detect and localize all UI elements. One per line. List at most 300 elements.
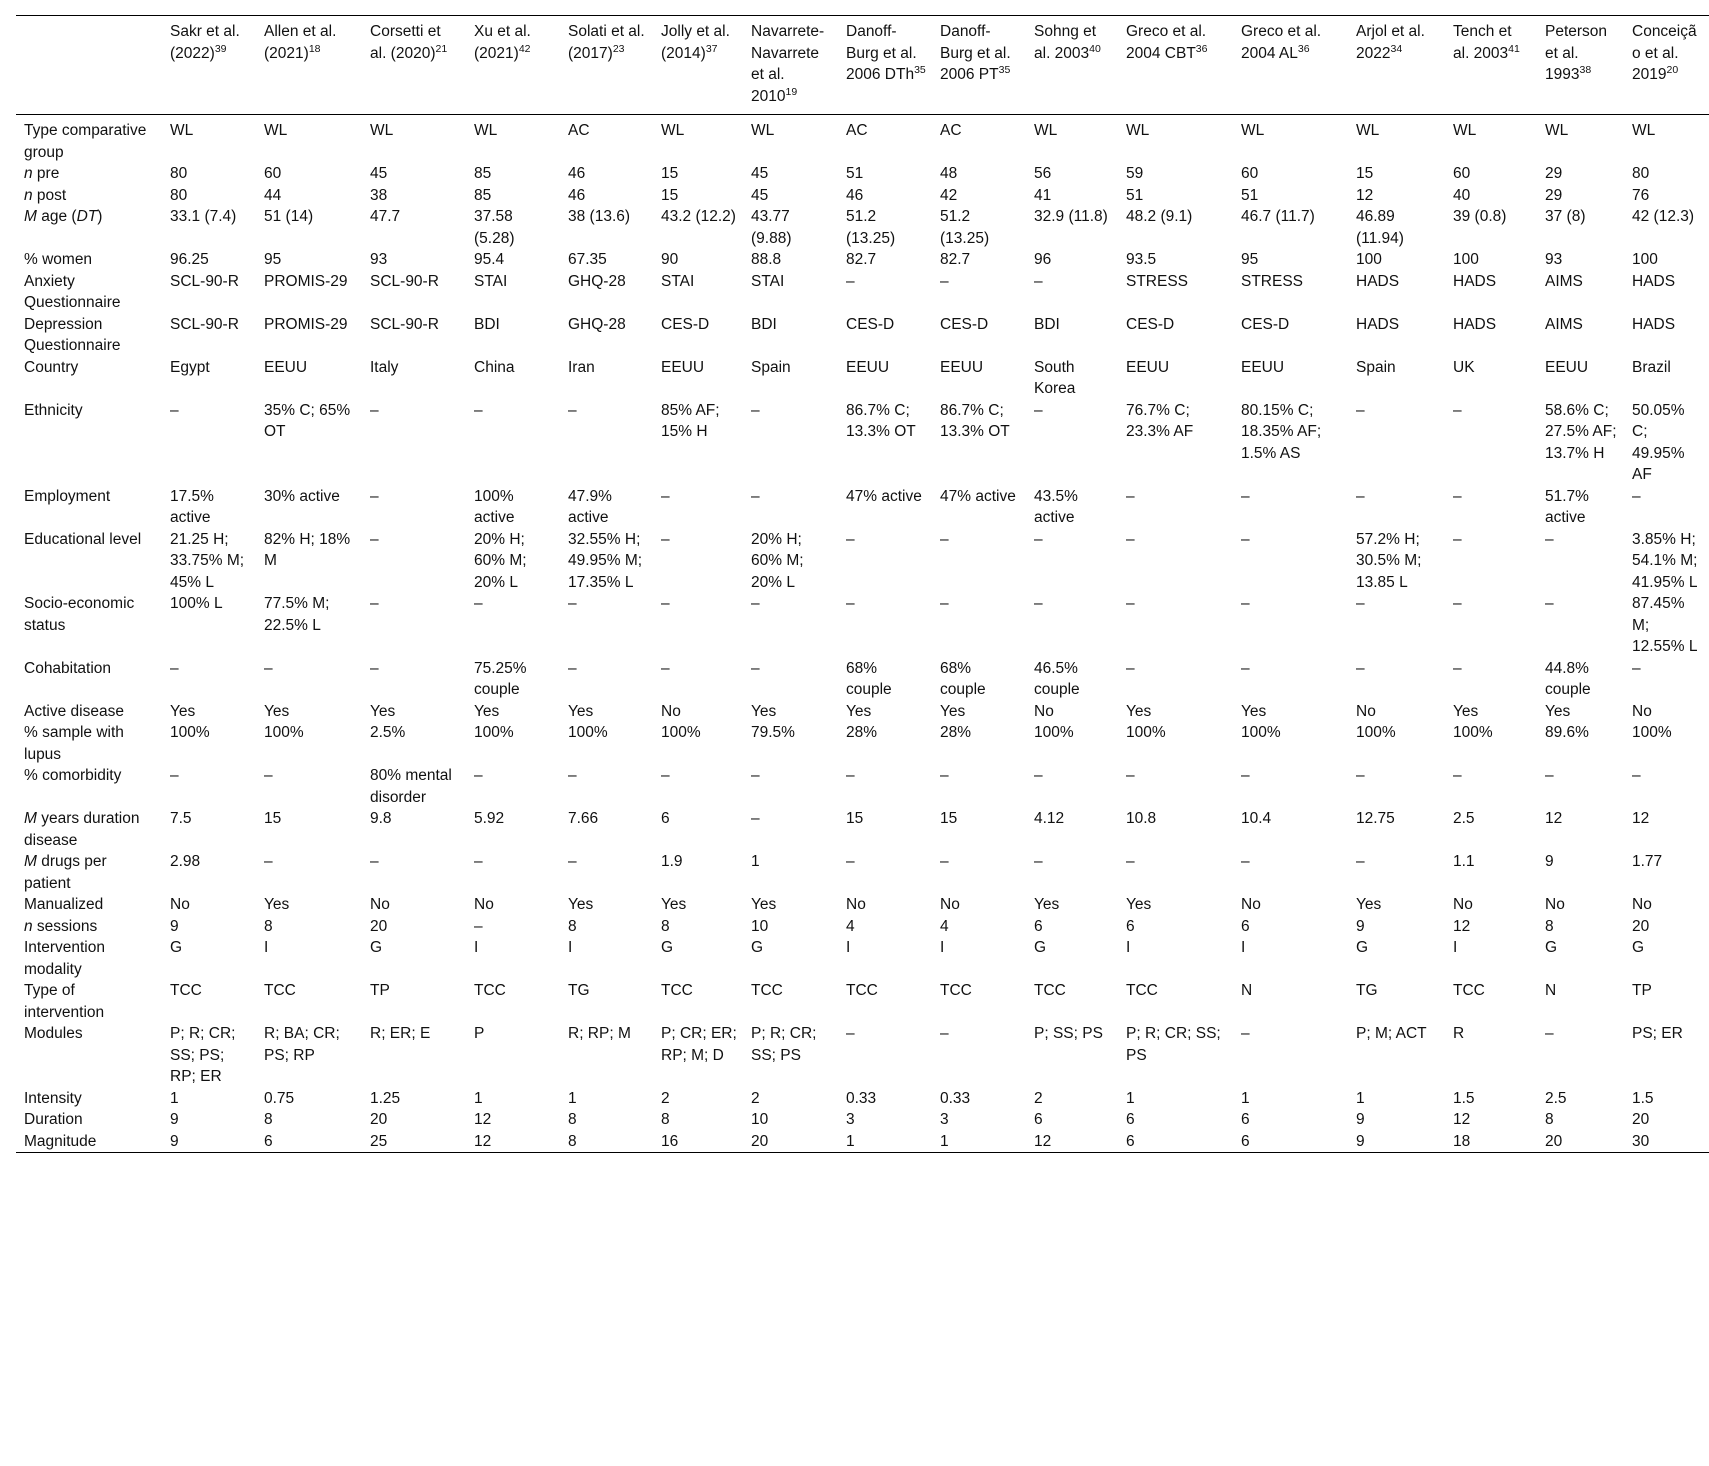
table-cell: WL bbox=[1241, 122, 1265, 139]
table-cell: – bbox=[1126, 487, 1135, 505]
table-cell: – bbox=[568, 853, 577, 870]
table-cell: 32.9 (11.8) bbox=[1034, 208, 1108, 225]
table-cell: – bbox=[661, 595, 670, 612]
row-label-text: age (DT) bbox=[36, 208, 103, 225]
table-cell: HADS bbox=[1632, 272, 1676, 290]
table-cell: No bbox=[1356, 702, 1376, 720]
study-reference: 21 bbox=[435, 42, 448, 55]
table-cell: 80% mental disorder bbox=[370, 767, 452, 806]
row-label bbox=[16, 529, 162, 594]
table-cell: WL bbox=[1126, 122, 1150, 139]
table-cell: AIMS bbox=[1545, 272, 1583, 290]
row-label-italic: M bbox=[24, 853, 37, 870]
table-cell: 50.05% C; 49.95% AF bbox=[1632, 401, 1685, 483]
table-cell: 12 bbox=[474, 1132, 492, 1150]
table-cell: 95 bbox=[264, 251, 282, 268]
table-cell: I bbox=[940, 939, 945, 956]
table-cell: 51 bbox=[846, 165, 864, 182]
table-cell: 77.5% M; 22.5% L bbox=[264, 595, 330, 634]
table-cell: – bbox=[170, 767, 179, 784]
row-label-italic: n bbox=[24, 165, 33, 182]
row-label bbox=[16, 937, 162, 980]
row-label-text: % sample with lupus bbox=[24, 724, 124, 763]
table-row bbox=[16, 916, 1709, 938]
table-cell: Brazil bbox=[1632, 358, 1671, 376]
table-cell: 47.9% active bbox=[568, 487, 612, 526]
table-cell: STAI bbox=[751, 272, 785, 290]
table-cell: 35% C; 65% OT bbox=[264, 401, 351, 440]
table-cell: – bbox=[1356, 595, 1365, 612]
table-cell: P; CR; ER; RP; M; D bbox=[661, 1025, 737, 1064]
table-cell: 2.5 bbox=[1453, 810, 1475, 827]
row-label-text: Active disease bbox=[24, 702, 124, 720]
table-cell: 51.2 (13.25) bbox=[846, 208, 896, 247]
table-cell: 82% H; 18% M bbox=[264, 530, 351, 569]
study-author: Peterson et al. 1993 bbox=[1545, 23, 1608, 83]
table-cell: – bbox=[370, 659, 379, 677]
row-label-text: sessions bbox=[32, 917, 98, 935]
header-corner bbox=[16, 16, 162, 115]
table-cell: EEUU bbox=[1545, 358, 1589, 376]
table-cell: 1 bbox=[474, 1089, 483, 1107]
row-label bbox=[16, 593, 162, 658]
table-cell: 12 bbox=[474, 1111, 492, 1128]
row-label-text: Modules bbox=[24, 1025, 83, 1042]
table-cell: 100% bbox=[1356, 724, 1396, 741]
table-cell: – bbox=[568, 767, 577, 784]
study-author: Danoff-Burg et al. 2006 PT bbox=[940, 23, 1011, 83]
characteristics-table-wrapper bbox=[16, 15, 1709, 1153]
table-cell: I bbox=[474, 939, 479, 956]
table-cell: No bbox=[1632, 702, 1652, 720]
table-cell: CES-D bbox=[940, 315, 989, 333]
study-author: Conceição et al. 2019 bbox=[1632, 23, 1697, 83]
table-cell: GHQ-28 bbox=[568, 272, 626, 290]
table-cell: Yes bbox=[1453, 702, 1479, 720]
table-cell: WL bbox=[370, 122, 394, 139]
table-cell: 43.5% active bbox=[1034, 487, 1078, 526]
row-label-text: Duration bbox=[24, 1111, 83, 1128]
row-label-text: Magnitude bbox=[24, 1132, 97, 1150]
table-cell: South Korea bbox=[1034, 358, 1076, 397]
table-cell: Yes bbox=[751, 896, 777, 913]
row-label bbox=[16, 1088, 162, 1110]
table-cell: 9 bbox=[1545, 853, 1554, 870]
table-cell: EEUU bbox=[661, 358, 705, 376]
table-cell: – bbox=[940, 1025, 949, 1042]
table-cell: 15 bbox=[661, 186, 679, 204]
table-cell: 28% bbox=[940, 724, 972, 741]
row-label bbox=[16, 185, 162, 207]
table-cell: – bbox=[370, 595, 379, 612]
table-row bbox=[16, 937, 1709, 980]
table-cell: – bbox=[370, 401, 379, 419]
table-cell: I bbox=[568, 939, 573, 956]
table-cell: G bbox=[170, 939, 183, 956]
table-cell: 2.5% bbox=[370, 724, 406, 741]
column-header bbox=[466, 16, 560, 115]
table-cell: – bbox=[1632, 659, 1641, 677]
row-label bbox=[16, 658, 162, 701]
table-cell: WL bbox=[1356, 122, 1380, 139]
column-header bbox=[1348, 16, 1445, 115]
table-cell: TCC bbox=[1034, 982, 1066, 999]
table-cell: 29 bbox=[1545, 165, 1563, 182]
table-cell: 30% active bbox=[264, 487, 340, 505]
study-reference: 40 bbox=[1089, 42, 1101, 55]
table-cell: 8 bbox=[1545, 917, 1554, 935]
table-cell: 68% couple bbox=[940, 659, 986, 698]
table-cell: TG bbox=[568, 982, 590, 999]
table-cell: 85% AF; 15% H bbox=[661, 401, 720, 440]
study-reference: 39 bbox=[214, 42, 227, 55]
table-cell: 95 bbox=[1241, 251, 1259, 268]
column-header bbox=[1233, 16, 1348, 115]
table-cell: G bbox=[370, 939, 383, 956]
table-row bbox=[16, 701, 1709, 723]
table-row bbox=[16, 658, 1709, 701]
table-cell: WL bbox=[1453, 122, 1477, 139]
table-cell: – bbox=[1241, 1025, 1250, 1042]
table-cell: – bbox=[751, 595, 760, 612]
table-cell: No bbox=[1034, 702, 1054, 720]
table-row bbox=[16, 529, 1709, 594]
table-cell: PS; ER bbox=[1632, 1025, 1683, 1042]
table-cell: 1.9 bbox=[661, 853, 683, 870]
table-cell: – bbox=[1126, 595, 1135, 612]
row-label-italic: M bbox=[24, 208, 37, 225]
table-cell: 80 bbox=[170, 165, 188, 182]
study-reference: 37 bbox=[705, 42, 718, 55]
table-row bbox=[16, 894, 1709, 916]
table-cell: AC bbox=[940, 122, 962, 139]
table-cell: Spain bbox=[751, 358, 791, 376]
table-cell: WL bbox=[264, 122, 288, 139]
row-label bbox=[16, 486, 162, 529]
row-label-text: Country bbox=[24, 358, 79, 376]
table-cell: 18 bbox=[1453, 1132, 1471, 1150]
table-cell: 47.7 bbox=[370, 208, 401, 225]
table-cell: BDI bbox=[751, 315, 777, 333]
table-cell: 60 bbox=[1241, 165, 1259, 182]
table-cell: – bbox=[1034, 595, 1043, 612]
table-cell: 68% couple bbox=[846, 659, 892, 698]
table-cell: 15 bbox=[661, 165, 679, 182]
table-cell: 10.4 bbox=[1241, 810, 1272, 827]
table-cell: – bbox=[264, 767, 273, 784]
study-reference: 34 bbox=[1390, 42, 1403, 55]
table-cell: 44 bbox=[264, 186, 282, 204]
table-cell: 21.25 H; 33.75% M; 45% L bbox=[170, 530, 245, 591]
table-cell: P; R; CR; SS; PS bbox=[1126, 1025, 1221, 1064]
table-cell: 100% bbox=[1632, 724, 1672, 741]
table-cell: PROMIS-29 bbox=[264, 315, 348, 333]
table-cell: 9 bbox=[170, 917, 179, 935]
table-cell: 3 bbox=[846, 1111, 855, 1128]
table-cell: 12.75 bbox=[1356, 810, 1395, 827]
row-label bbox=[16, 1109, 162, 1131]
row-label-text: post bbox=[32, 186, 67, 204]
table-cell: 100% bbox=[661, 724, 701, 741]
table-cell: – bbox=[1126, 767, 1135, 784]
table-cell: – bbox=[1356, 767, 1365, 784]
table-cell: 67.35 bbox=[568, 251, 607, 268]
table-cell: 10.8 bbox=[1126, 810, 1157, 827]
table-cell: – bbox=[661, 530, 670, 548]
table-cell: – bbox=[1241, 595, 1250, 612]
table-cell: 100 bbox=[1632, 251, 1658, 268]
row-label-text: years duration disease bbox=[24, 810, 140, 849]
table-cell: – bbox=[751, 767, 760, 784]
table-cell: BDI bbox=[1034, 315, 1060, 333]
table-cell: Yes bbox=[1126, 896, 1152, 913]
table-cell: R bbox=[1453, 1025, 1465, 1042]
table-cell: TCC bbox=[1453, 982, 1485, 999]
table-cell: CES-D bbox=[846, 315, 895, 333]
row-label-text: Type of intervention bbox=[24, 982, 105, 1021]
table-cell: TG bbox=[1356, 982, 1378, 999]
table-cell: Yes bbox=[940, 702, 966, 720]
table-cell: 32.55% H; 49.95% M; 17.35% L bbox=[568, 530, 643, 591]
table-cell: 1.5 bbox=[1632, 1089, 1654, 1107]
table-cell: 12 bbox=[1545, 810, 1563, 827]
column-header bbox=[1537, 16, 1624, 115]
table-cell: – bbox=[1356, 401, 1365, 419]
table-cell: Yes bbox=[846, 702, 872, 720]
table-cell: G bbox=[1545, 939, 1558, 956]
table-cell: Yes bbox=[264, 896, 290, 913]
table-cell: 33.1 (7.4) bbox=[170, 208, 237, 225]
table-cell: 8 bbox=[661, 1111, 670, 1128]
table-cell: 45 bbox=[370, 165, 388, 182]
table-cell: Yes bbox=[264, 702, 290, 720]
row-label-text: Intensity bbox=[24, 1089, 82, 1107]
table-cell: – bbox=[1126, 530, 1135, 548]
table-cell: – bbox=[1241, 530, 1250, 548]
table-cell: EEUU bbox=[264, 358, 308, 376]
table-cell: 15 bbox=[940, 810, 958, 827]
study-reference: 35 bbox=[998, 63, 1011, 76]
table-cell: 100 bbox=[1356, 251, 1382, 268]
table-header-row bbox=[16, 16, 1709, 115]
table-cell: No bbox=[1453, 896, 1473, 913]
table-cell: UK bbox=[1453, 358, 1475, 376]
column-header bbox=[1624, 16, 1709, 115]
table-cell: 0.33 bbox=[940, 1089, 971, 1107]
table-cell: 9 bbox=[1356, 1132, 1365, 1150]
table-row bbox=[16, 851, 1709, 894]
table-cell: 88.8 bbox=[751, 251, 782, 268]
table-cell: 93 bbox=[370, 251, 388, 268]
table-cell: TCC bbox=[661, 982, 693, 999]
table-cell: – bbox=[474, 767, 483, 784]
row-label-text: pre bbox=[32, 165, 60, 182]
table-cell: No bbox=[1545, 896, 1565, 913]
table-cell: Spain bbox=[1356, 358, 1396, 376]
column-header bbox=[162, 16, 256, 115]
row-label-italic: M bbox=[24, 810, 37, 827]
table-cell: 47% active bbox=[846, 487, 922, 505]
row-label-text: Cohabitation bbox=[24, 659, 112, 677]
table-cell: 3 bbox=[940, 1111, 949, 1128]
table-cell: Yes bbox=[170, 702, 196, 720]
table-cell: P; M; ACT bbox=[1356, 1025, 1427, 1042]
table-cell: 42 bbox=[940, 186, 958, 204]
table-cell: No bbox=[846, 896, 866, 913]
table-row bbox=[16, 808, 1709, 851]
table-cell: CES-D bbox=[1241, 315, 1290, 333]
table-cell: WL bbox=[474, 122, 498, 139]
table-cell: 100% L bbox=[170, 595, 223, 612]
table-cell: G bbox=[1632, 939, 1645, 956]
table-cell: 93.5 bbox=[1126, 251, 1157, 268]
table-cell: – bbox=[1453, 595, 1462, 612]
table-cell: 46.89 (11.94) bbox=[1356, 208, 1404, 247]
row-label bbox=[16, 400, 162, 486]
table-cell: 0.33 bbox=[846, 1089, 877, 1107]
table-cell: – bbox=[1356, 853, 1365, 870]
table-cell: 6 bbox=[1241, 917, 1250, 935]
study-reference: 23 bbox=[612, 42, 625, 55]
table-cell: 56 bbox=[1034, 165, 1052, 182]
table-cell: 8 bbox=[264, 1111, 273, 1128]
row-label bbox=[16, 249, 162, 271]
table-cell: 80.15% C; 18.35% AF; 1.5% AS bbox=[1241, 401, 1322, 462]
table-cell: – bbox=[568, 595, 577, 612]
table-cell: – bbox=[940, 595, 949, 612]
table-row bbox=[16, 765, 1709, 808]
study-reference: 36 bbox=[1195, 42, 1208, 55]
table-cell: 15 bbox=[1356, 165, 1374, 182]
table-cell: 44.8% couple bbox=[1545, 659, 1591, 698]
table-cell: – bbox=[1545, 767, 1554, 784]
row-label-italic: n bbox=[24, 917, 33, 935]
table-cell: Yes bbox=[751, 702, 777, 720]
table-cell: – bbox=[1126, 853, 1135, 870]
table-cell: 42 (12.3) bbox=[1632, 208, 1695, 225]
table-cell: SCL-90-R bbox=[170, 315, 239, 333]
table-row bbox=[16, 593, 1709, 658]
table-cell: 3.85% H; 54.1% M; 41.95% L bbox=[1632, 530, 1698, 591]
table-cell: – bbox=[1545, 530, 1554, 548]
table-cell: 51.2 (13.25) bbox=[940, 208, 990, 247]
table-cell: – bbox=[264, 853, 273, 870]
table-cell: – bbox=[846, 767, 855, 784]
table-cell: No bbox=[370, 896, 390, 913]
table-cell: 20 bbox=[751, 1132, 769, 1150]
table-cell: 2.5 bbox=[1545, 1089, 1567, 1107]
table-cell: HADS bbox=[1453, 272, 1497, 290]
table-cell: 57.2% H; 30.5% M; 13.85 L bbox=[1356, 530, 1422, 591]
table-cell: STRESS bbox=[1126, 272, 1189, 290]
table-cell: G bbox=[1356, 939, 1369, 956]
table-cell: China bbox=[474, 358, 515, 376]
table-cell: 46 bbox=[568, 186, 586, 204]
table-cell: 30 bbox=[1632, 1132, 1650, 1150]
table-cell: 59 bbox=[1126, 165, 1144, 182]
table-cell: P; R; CR; SS; PS bbox=[751, 1025, 817, 1064]
table-cell: – bbox=[1453, 767, 1462, 784]
table-cell: 40 bbox=[1453, 186, 1471, 204]
table-cell: 82.7 bbox=[940, 251, 971, 268]
table-cell: 1 bbox=[1241, 1089, 1250, 1107]
table-cell: 6 bbox=[1241, 1132, 1250, 1150]
row-label-text: Socio-economic status bbox=[24, 595, 135, 634]
study-reference: 36 bbox=[1297, 42, 1310, 55]
table-cell: 20 bbox=[370, 917, 388, 935]
column-header bbox=[256, 16, 362, 115]
table-cell: N bbox=[1241, 982, 1253, 999]
table-cell: – bbox=[1034, 767, 1043, 784]
table-cell: – bbox=[474, 917, 483, 935]
table-cell: 8 bbox=[1545, 1111, 1554, 1128]
characteristics-table bbox=[16, 15, 1709, 1153]
table-cell: – bbox=[1241, 659, 1250, 677]
row-label bbox=[16, 206, 162, 249]
table-row bbox=[16, 1131, 1709, 1153]
table-cell: 43.2 (12.2) bbox=[661, 208, 736, 225]
study-author: Arjol et al. 2022 bbox=[1356, 23, 1425, 62]
table-cell: Yes bbox=[1545, 702, 1571, 720]
table-cell: 4 bbox=[940, 917, 949, 935]
table-cell: – bbox=[370, 853, 379, 870]
table-cell: 9 bbox=[170, 1132, 179, 1150]
table-cell: No bbox=[1241, 896, 1261, 913]
study-author: Solati et al. (2017) bbox=[568, 23, 645, 62]
table-cell: P; R; CR; SS; PS; RP; ER bbox=[170, 1025, 236, 1085]
table-row bbox=[16, 271, 1709, 314]
table-cell: 76.7% C; 23.3% AF bbox=[1126, 401, 1194, 440]
table-cell: TCC bbox=[940, 982, 972, 999]
table-cell: EEUU bbox=[846, 358, 890, 376]
table-cell: – bbox=[1453, 487, 1462, 505]
table-cell: 15 bbox=[846, 810, 864, 827]
table-cell: I bbox=[1126, 939, 1131, 956]
table-cell: TP bbox=[370, 982, 390, 999]
table-cell: 46 bbox=[846, 186, 864, 204]
table-cell: 100 bbox=[1453, 251, 1479, 268]
table-cell: – bbox=[370, 487, 379, 505]
table-cell: – bbox=[1034, 401, 1043, 419]
table-cell: EEUU bbox=[1241, 358, 1285, 376]
table-cell: 96.25 bbox=[170, 251, 209, 268]
table-cell: WL bbox=[1034, 122, 1058, 139]
table-cell: 15 bbox=[264, 810, 282, 827]
table-cell: – bbox=[474, 401, 483, 419]
table-cell: – bbox=[751, 401, 760, 419]
table-cell: – bbox=[1453, 530, 1462, 548]
column-header bbox=[838, 16, 932, 115]
row-label bbox=[16, 980, 162, 1023]
table-cell: G bbox=[661, 939, 674, 956]
table-cell: 17.5% active bbox=[170, 487, 214, 526]
table-row bbox=[16, 163, 1709, 185]
table-cell: 39 (0.8) bbox=[1453, 208, 1507, 225]
table-cell: BDI bbox=[474, 315, 500, 333]
table-cell: AC bbox=[568, 122, 590, 139]
table-cell: 1 bbox=[1126, 1089, 1135, 1107]
table-cell: P; SS; PS bbox=[1034, 1025, 1103, 1042]
table-cell: 51 bbox=[1241, 186, 1259, 204]
table-cell: 9 bbox=[170, 1111, 179, 1128]
table-cell: – bbox=[661, 659, 670, 677]
table-cell: 48 bbox=[940, 165, 958, 182]
table-cell: 43.77 (9.88) bbox=[751, 208, 792, 247]
table-cell: – bbox=[568, 659, 577, 677]
table-cell: 20 bbox=[370, 1111, 388, 1128]
table-cell: 89.6% bbox=[1545, 724, 1589, 741]
row-label bbox=[16, 357, 162, 400]
